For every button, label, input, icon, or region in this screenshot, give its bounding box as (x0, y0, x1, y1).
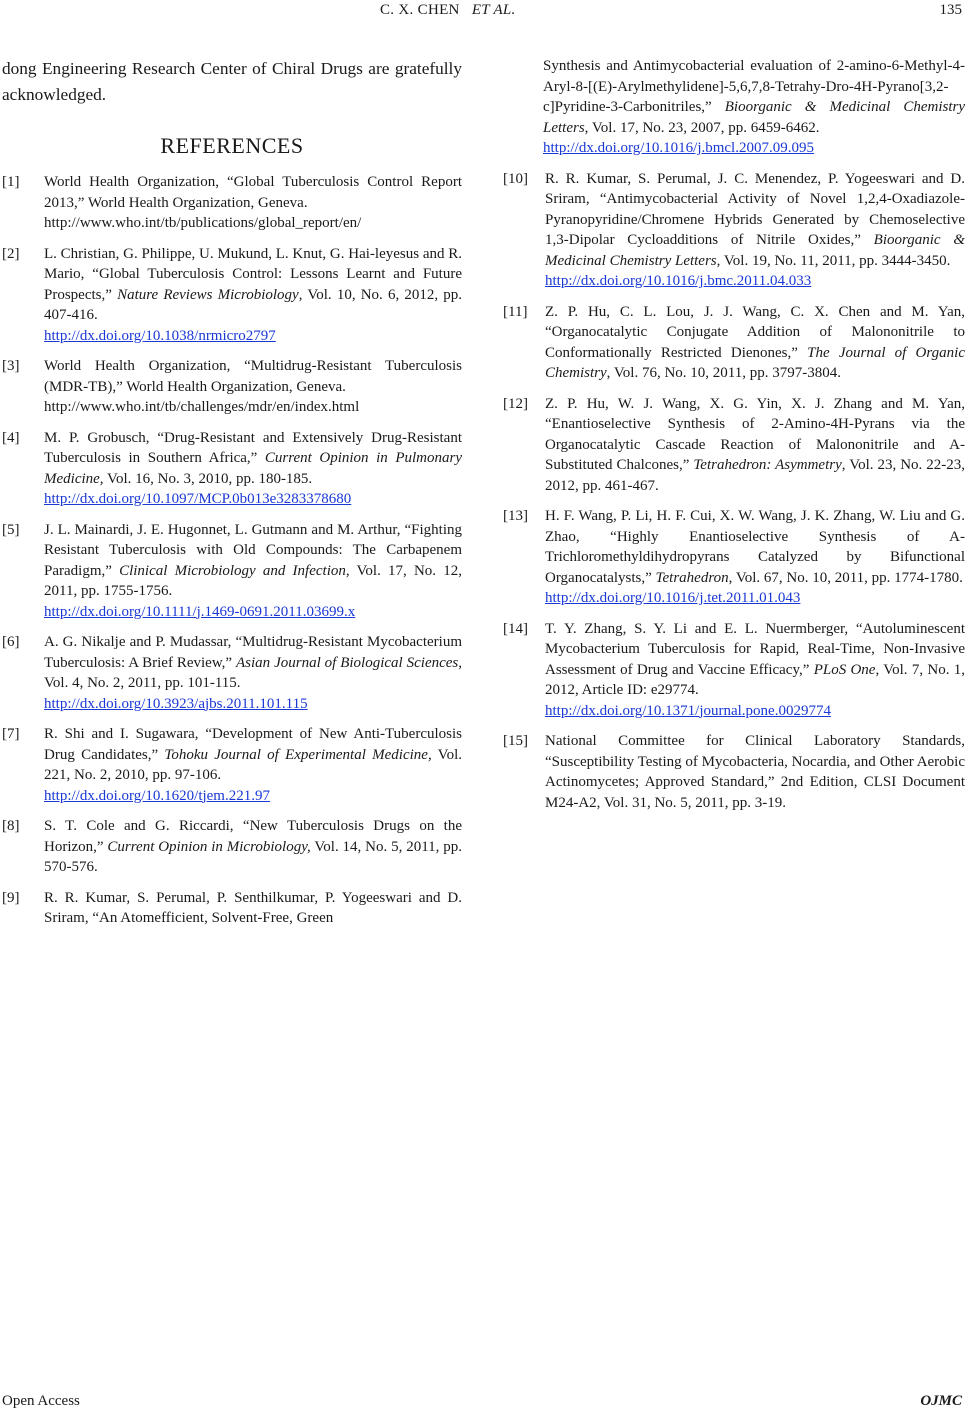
acknowledgement-text: dong Engineering Research Center of Chiral Drugs are gratefully acknowledged. (2, 59, 462, 104)
reference-number: [8] (2, 818, 20, 834)
reference-text-post: , Vol. 10, No. 6, 2012, pp. 407-416. (44, 286, 462, 323)
reference-number: [13] (503, 508, 528, 524)
journal-name: Nature Reviews Microbiology (117, 286, 299, 303)
reference-text (44, 816, 462, 878)
reference-text-post: Vol. 16, No. 3, 2010, pp. 180-185. (103, 470, 313, 487)
reference-text-pre: H. F. Wang, P. Li, H. F. Cui, X. W. Wang, J. K. Zhang, W. Liu and G. Zhao, “Highly Enantioselective Synthesis of A-Trichloromethyldihydropyrans Catalyzed by Bifunctional Organocatalysts,” (545, 508, 965, 586)
reference-item (2, 244, 462, 347)
journal-name: Tetrahedron: Asymmetry (693, 457, 842, 473)
journal-name: Tetrahedron (655, 569, 729, 586)
reference-item (2, 356, 462, 418)
reference-text (44, 428, 462, 490)
reference-item (2, 724, 462, 806)
reference-item (2, 520, 462, 623)
journal-name: PLoS One (813, 661, 876, 678)
reference-number: [1] (2, 174, 20, 190)
reference-text-pre: R. R. Kumar, S. Perumal, J. C. Menendez, P. Yogeeswari and D. Sriram, “Antimycobacterial Activity of Novel 1,2,4-Oxadiazole-Pyranopyridine/Chromene Hybrids Generated by Chemoselective 1,3-Dipolar Cycloadditions of Nitrile Oxides,” (545, 170, 965, 248)
reference-text (545, 302, 965, 384)
reference-text-pre: Z. P. Hu, C. L. Lou, J. J. Wang, C. X. Chen and M. Yan, “Organocatalytic Conjugate Addition of Malononitrile to Conformationally Restricted Dienones,” (545, 303, 965, 361)
reference-item (503, 169, 965, 292)
reference-text (44, 632, 462, 694)
reference-text-post: , Vol. 17, No. 23, 2007, pp. 6459-6462. (584, 119, 820, 136)
page-number: 135 (939, 2, 962, 18)
reference-text-post: , Vol. 67, No. 10, 2011, pp. 1774-1780. (728, 569, 963, 586)
doi-link[interactable]: http://dx.doi.org/10.1016/j.tet.2011.01.043 (545, 590, 801, 606)
reference-text-pre: T. Y. Zhang, S. Y. Li and E. L. Nuermberger, “Autoluminescent Mycobacterium Tuberculosis for Rapid, Real-Time, Non-Invasive Assessment of Drug and Vaccine Efficacy,” (545, 620, 965, 678)
reference-item (2, 172, 462, 234)
journal-name: Current Opinion in Microbiology, (107, 838, 311, 855)
reference-text (545, 506, 965, 588)
reference-text-post: , Vol. 4, No. 2, 2011, pp. 101-115. (44, 654, 462, 691)
header-et-al: ET AL. (471, 2, 516, 18)
journal-name: Bioorganic & Medicinal Chemistry Letters (545, 232, 965, 269)
reference-number: [2] (2, 245, 20, 262)
reference-text-pre: J. L. Mainardi, J. E. Hugonnet, L. Gutmann and M. Arthur, “Fighting Resistant Tuberculosis with Old Compounds: The Carbapenem Paradigm,” (44, 521, 462, 579)
references-list-right (503, 169, 965, 814)
footer-open-access: Open Access (2, 1393, 80, 1409)
reference-item (2, 888, 462, 929)
doi-link[interactable]: http://dx.doi.org/10.1371/journal.pone.0029774 (545, 702, 831, 719)
reference-item (2, 816, 462, 878)
reference-number: [6] (2, 634, 20, 650)
reference-url: http://www.who.int/tb/challenges/mdr/en/index.html (44, 399, 360, 415)
reference-text (545, 731, 965, 813)
reference-text (44, 888, 462, 929)
reference-9-continuation (503, 56, 965, 159)
running-header (0, 0, 968, 26)
reference-text-post: Vol. 14, No. 5, 2011, pp. 570-576. (44, 838, 462, 875)
reference-number: [11] (503, 303, 528, 320)
reference-number: [9] (2, 889, 20, 906)
reference-number: [14] (503, 620, 528, 637)
reference-text-pre: R. R. Kumar, S. Perumal, P. Senthilkumar, P. Yogeeswari and D. Sriram, “An Atomefficient, Solvent-Free, Green (44, 889, 462, 926)
doi-link[interactable]: http://dx.doi.org/10.1097/MCP.0b013e3283378680 (44, 491, 352, 507)
reference-text (545, 619, 965, 701)
reference-item (503, 731, 965, 813)
reference-text (545, 169, 965, 272)
reference-number: [7] (2, 726, 20, 742)
reference-item (2, 632, 462, 714)
reference-text-pre: Synthesis and Antimycobacterial evaluation of 2-amino-6-Methyl-4-Aryl-8-[(E)-Arylmethylidene]-5,6,7,8-Tetrahy-Dro-4H-Pyrano[3,2-c]Pyridine-3-Carbonitriles,” (543, 58, 965, 115)
reference-text-pre: M. P. Grobusch, “Drug-Resistant and Extensively Drug-Resistant Tuberculosis in Southern Africa,” (44, 429, 462, 466)
doi-link[interactable]: http://dx.doi.org/10.1620/tjem.221.97 (44, 787, 270, 804)
doi-link[interactable]: http://dx.doi.org/10.1038/nrmicro2797 (44, 327, 276, 344)
reference-text-post: Vol. 221, No. 2, 2010, pp. 97-106. (44, 746, 462, 783)
doi-link[interactable]: http://dx.doi.org/10.3923/ajbs.2011.101.115 (44, 695, 308, 712)
doi-link[interactable]: http://dx.doi.org/10.1016/j.bmc.2011.04.033 (545, 273, 812, 289)
reference-number: [3] (2, 358, 20, 374)
footer-journal-abbrev: OJMC (920, 1393, 962, 1409)
reference-text (543, 56, 965, 138)
right-column (503, 56, 965, 823)
header-author-name: C. X. CHEN (380, 2, 460, 18)
reference-item (503, 619, 965, 722)
reference-number: [12] (503, 395, 528, 412)
reference-item (503, 506, 965, 609)
reference-url: http://www.who.int/tb/publications/global_report/en/ (44, 215, 362, 231)
reference-number: [5] (2, 521, 20, 538)
doi-link[interactable]: http://dx.doi.org/10.1016/j.bmcl.2007.09.095 (543, 140, 814, 156)
doi-link[interactable]: http://dx.doi.org/10.1111/j.1469-0691.2011.03699.x (44, 603, 356, 620)
reference-number: [10] (503, 170, 528, 187)
journal-name: Bioorganic & Medicinal Chemistry Letters (543, 99, 965, 136)
reference-text-pre: National Committee for Clinical Laboratory Standards, “Susceptibility Testing of Mycobacteria, Nocardia, and Other Aerobic Actinomycetes; Approved Standard,” 2nd Edition, CLSI Document M24-A2, Vol. 31, No. 5, 2011, pp. 3-19. (545, 733, 965, 811)
reference-text-pre: World Health Organization, “Global Tuberculosis Control Report 2013,” World Health Organization, Geneva. (44, 174, 462, 211)
journal-name: Tohoku Journal of Experimental Medicine, (164, 746, 432, 763)
reference-number: [15] (503, 733, 528, 749)
reference-text-pre: L. Christian, G. Philippe, U. Mukund, L. Knut, G. Hai-leyesus and R. Mario, “Global Tuberculosis Control: Lessons Learnt and Future Prospects,” (44, 245, 462, 303)
reference-item (503, 394, 965, 497)
reference-text (44, 520, 462, 602)
reference-text (44, 356, 462, 397)
journal-name: Current Opinion in Pulmonary Medicine, (44, 450, 462, 487)
journal-name: Asian Journal of Biological Sciences (236, 654, 459, 671)
reference-text-pre: S. T. Cole and G. Riccardi, “New Tuberculosis Drugs on the Horizon,” (44, 818, 462, 855)
reference-text-post: , Vol. 19, No. 11, 2011, pp. 3444-3450. (716, 252, 951, 269)
header-authors (380, 2, 516, 19)
left-column (2, 56, 462, 939)
page-footer (0, 1393, 968, 1413)
reference-text-post: , Vol. 7, No. 1, 2012, Article ID: e29774. (545, 661, 965, 698)
journal-name: Clinical Microbiology and Infection (119, 562, 346, 579)
reference-text (44, 172, 462, 213)
reference-text-post: , Vol. 76, No. 10, 2011, pp. 3797-3804. (606, 365, 841, 381)
journal-name: The Journal of Organic Chemistry (545, 344, 965, 381)
reference-text-pre: Z. P. Hu, W. J. Wang, X. G. Yin, X. J. Zhang and M. Yan, “Enantioselective Synthesis of 2-Amino-4H-Pyrans via the Organocatalytic Cascade Reaction of Malononitrile and A-Substituted Chalcones,” (545, 395, 965, 473)
reference-text (44, 244, 462, 326)
reference-text (545, 394, 965, 497)
references-heading: REFERENCES (160, 133, 304, 158)
reference-number: [4] (2, 429, 20, 446)
reference-text (44, 724, 462, 786)
reference-item (2, 428, 462, 510)
reference-text-post: , Vol. 23, No. 22-23, 2012, pp. 461-467. (545, 457, 965, 494)
reference-item (503, 302, 965, 384)
reference-text-pre: World Health Organization, “Multidrug-Resistant Tuberculosis (MDR-TB),” World Health Organization, Geneva. (44, 358, 462, 395)
reference-text-post: , Vol. 17, No. 12, 2011, pp. 1755-1756. (44, 562, 462, 599)
references-list-left (2, 172, 462, 929)
reference-text-pre: A. G. Nikalje and P. Mudassar, “Multidrug-Resistant Mycobacterium Tuberculosis: A Brief Review,” (44, 634, 462, 671)
reference-text-pre: R. Shi and I. Sugawara, “Development of New Anti-Tuberculosis Drug Candidates,” (44, 726, 462, 763)
